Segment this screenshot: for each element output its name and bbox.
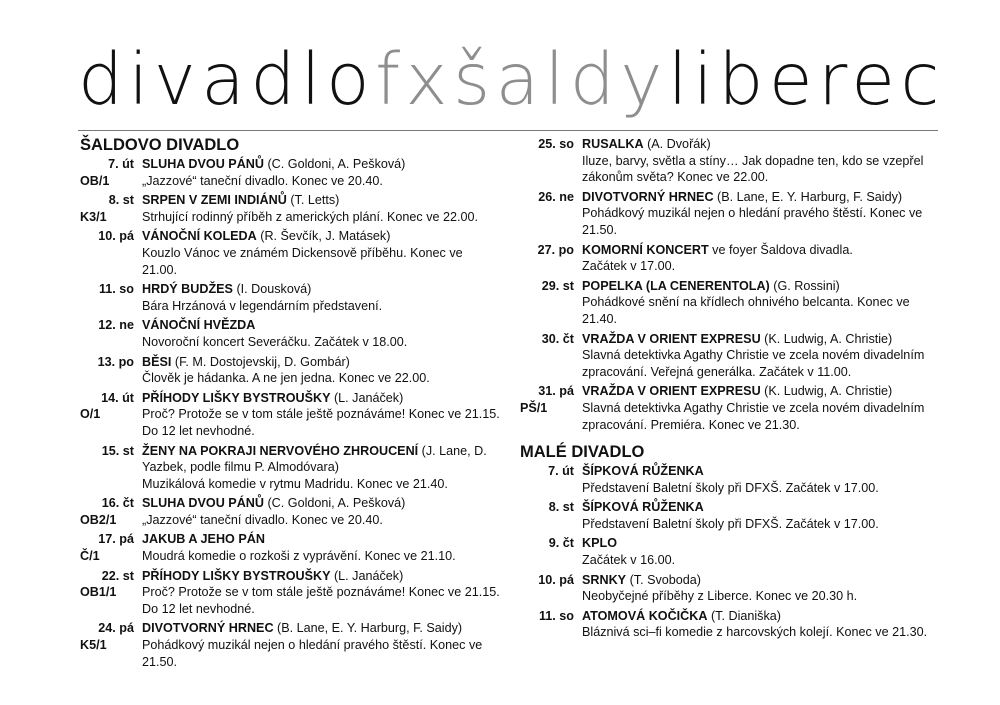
entry-date: 7. út	[548, 464, 574, 479]
entry-date-block	[520, 463, 582, 496]
performance-authors: (T. Dianiška)	[710, 608, 781, 623]
performance-description: Představení Baletní školy při DFXŠ. Začátek v 17.00.	[582, 480, 879, 495]
header-rule	[78, 130, 938, 131]
entry-body	[142, 495, 500, 528]
entry-body	[582, 331, 940, 381]
entry-body	[142, 156, 500, 189]
program-entry	[520, 383, 940, 433]
performance-authors: (B. Lane, E. Y. Harburg, F. Saidy)	[277, 621, 463, 636]
performance-title: RUSALKA	[582, 137, 644, 151]
right-column	[520, 136, 940, 644]
entry-date: 30. čt	[541, 331, 574, 346]
entry-body	[582, 608, 940, 641]
performance-authors: (I. Dousková)	[236, 282, 312, 297]
program-entry	[520, 331, 940, 381]
program-entry	[520, 608, 940, 641]
entry-body	[142, 354, 500, 387]
program-entry	[80, 354, 500, 387]
section-title-saldovo: ŠALDOVO DIVADLO	[80, 136, 240, 154]
performance-title: KOMORNÍ KONCERT	[582, 242, 709, 257]
subscription-code: Č/1	[80, 549, 100, 564]
entry-body	[582, 499, 940, 532]
entry-date-block	[80, 568, 142, 618]
performance-description: Slavná detektivka Agathy Christie ve zcela novém divadelním zpracování. Veřejná generálka. Začátek v 11.00.	[582, 348, 925, 379]
program-entry	[80, 281, 500, 314]
performance-authors: (J. Lane, D. Yazbek, podle filmu P. Almodóvara)	[142, 443, 487, 475]
performance-description: Představení Baletní školy při DFXŠ. Začátek v 17.00.	[582, 516, 879, 531]
program-entry	[80, 443, 500, 493]
entry-date: 26. ne	[538, 189, 574, 204]
program-entry	[80, 228, 500, 278]
entry-date-block	[80, 281, 142, 314]
entry-date: 8. st	[548, 500, 574, 515]
performance-authors: (L. Janáček)	[333, 568, 404, 583]
performance-title: VÁNOČNÍ HVĚZDA	[142, 318, 256, 333]
performance-title: POPELKA (LA CENERENTOLA)	[582, 278, 770, 293]
entry-body	[582, 463, 940, 496]
performance-title: SLUHA DVOU PÁNŮ	[142, 496, 264, 511]
entry-date-block	[80, 192, 142, 225]
performance-title: ŽENY NA POKRAJI NERVOVÉHO ZHROUCENÍ	[142, 443, 419, 458]
entry-date-block	[80, 156, 142, 189]
entry-date-block	[80, 620, 142, 670]
performance-title: SRPEN V ZEMI INDIÁNŮ	[142, 193, 287, 208]
performance-title: DIVOTVORNÝ HRNEC	[142, 621, 274, 636]
entry-date-block	[520, 499, 582, 532]
performance-authors: (F. M. Dostojevskij, D. Gombár)	[174, 354, 350, 369]
program-entry	[520, 242, 940, 275]
entry-body	[142, 390, 500, 440]
entry-body	[582, 535, 940, 568]
performance-description: Slavná detektivka Agathy Christie ve zcela novém divadelním zpracování. Premiéra. Konec ve 21.30.	[582, 400, 925, 432]
performance-description: Člověk je hádanka. A ne jen jedna. Konec ve 22.00.	[142, 371, 430, 386]
subscription-code: PŠ/1	[520, 400, 548, 415]
entry-body	[142, 443, 500, 493]
entry-date-block	[80, 228, 142, 278]
performance-title: VRAŽDA V ORIENT EXPRESU	[582, 331, 761, 346]
entry-date-block	[80, 317, 142, 350]
entry-date-block	[520, 189, 582, 239]
performance-description: „Jazzové“ taneční divadlo. Konec ve 20.40.	[142, 512, 383, 527]
performance-description: Pohádkový muzikál nejen o hledání pravého štěstí. Konec ve 21.50.	[142, 638, 483, 669]
male-list	[520, 463, 940, 641]
entry-date: 8. st	[108, 193, 134, 208]
entry-date: 16. čt	[101, 496, 134, 511]
entry-date: 10. pá	[98, 229, 134, 244]
entry-date-block	[520, 572, 582, 605]
logo-part-divadlo: divadlo	[78, 38, 376, 121]
program-entry	[80, 495, 500, 528]
entry-date-block	[80, 390, 142, 440]
performance-description: Začátek v 16.00.	[582, 553, 676, 568]
performance-authors: (C. Goldoni, A. Pešková)	[267, 157, 406, 171]
entry-date-block	[80, 495, 142, 528]
performance-description: Muzikálová komedie v rytmu Madridu. Konec ve 21.40.	[142, 476, 448, 491]
performance-authors: (G. Rossini)	[773, 278, 840, 293]
program-entry	[520, 572, 940, 605]
entry-date: 17. pá	[98, 532, 134, 547]
performance-title: SRNKY	[582, 572, 627, 587]
entry-date-block	[80, 354, 142, 387]
performance-authors: (K. Ludwig, A. Christie)	[764, 384, 893, 399]
performance-authors: (T. Svoboda)	[629, 572, 701, 587]
entry-body	[582, 242, 940, 275]
performance-title: SLUHA DVOU PÁNŮ	[142, 157, 264, 171]
performance-authors: (L. Janáček)	[333, 390, 404, 405]
entry-body	[142, 620, 500, 670]
performance-description: Pohádkový muzikál nejen o hledání pravého štěstí. Konec ve 21.50.	[582, 206, 923, 237]
program-entry	[520, 499, 940, 532]
performance-authors: (K. Ludwig, A. Christie)	[764, 331, 893, 346]
entry-body	[142, 228, 500, 278]
entry-date: 29. st	[541, 278, 574, 293]
performance-description: „Jazzové“ taneční divadlo. Konec ve 20.40.	[142, 173, 383, 188]
performance-title: ATOMOVÁ KOČIČKA	[582, 608, 708, 623]
entry-body	[142, 317, 500, 350]
entry-date: 31. pá	[538, 384, 574, 399]
performance-description: Proč? Protože se v tom stále ještě poznáváme! Konec ve 21.15. Do 12 let nevhodné.	[142, 407, 500, 438]
program-entry	[520, 189, 940, 239]
program-entry	[520, 278, 940, 328]
entry-date: 27. po	[537, 242, 574, 257]
left-column	[80, 136, 500, 673]
entry-date: 24. pá	[98, 621, 134, 636]
performance-authors: ve foyer Šaldova divadla.	[712, 242, 853, 257]
entry-date-block	[520, 331, 582, 381]
performance-description: Moudrá komedie o rozkoši z vyprávění. Konec ve 21.10.	[142, 549, 456, 564]
entry-body	[582, 136, 940, 186]
entry-date-block	[520, 242, 582, 275]
performance-description: Strhující rodinný příběh z amerických plání. Konec ve 22.00.	[142, 209, 479, 224]
entry-date: 11. so	[538, 608, 574, 623]
entry-body	[582, 189, 940, 239]
entry-date: 9. čt	[548, 536, 574, 551]
entry-body	[582, 278, 940, 328]
program-entry	[80, 317, 500, 350]
performance-title: HRDÝ BUDŽES	[142, 282, 233, 297]
entry-date-block	[520, 535, 582, 568]
entry-date: 11. so	[98, 282, 134, 297]
entry-body	[142, 531, 500, 564]
entry-date-block	[520, 278, 582, 328]
program-entry	[80, 531, 500, 564]
entry-body	[142, 568, 500, 618]
subscription-code: OB2/1	[80, 512, 117, 527]
program-entry	[80, 568, 500, 618]
theatre-logo	[78, 38, 945, 121]
entry-date: 12. ne	[98, 318, 134, 333]
subscription-code: O/1	[80, 407, 101, 422]
saldovo-list-a	[80, 156, 500, 670]
section-title-male: MALÉ DIVADLO	[520, 443, 645, 462]
performance-title: DIVOTVORNÝ HRNEC	[582, 189, 714, 204]
entry-date: 25. so	[538, 137, 574, 151]
performance-title: PŘÍHODY LIŠKY BYSTROUŠKY	[142, 390, 331, 405]
performance-description: Bláznivá sci–fi komedie z harcovských kolejí. Konec ve 21.30.	[582, 625, 928, 640]
performance-title: VRAŽDA V ORIENT EXPRESU	[582, 384, 761, 399]
performance-authors: (T. Letts)	[290, 193, 340, 208]
entry-date: 15. st	[101, 443, 134, 458]
performance-title: ŠÍPKOVÁ RŮŽENKA	[582, 500, 704, 515]
performance-authors: (A. Dvořák)	[647, 137, 711, 151]
entry-body	[582, 383, 940, 433]
performance-description: Začátek v 17.00.	[582, 259, 676, 274]
program-entry	[80, 156, 500, 189]
entry-body	[582, 572, 940, 605]
performance-title: JAKUB A JEHO PÁN	[142, 532, 265, 547]
performance-authors: (R. Ševčík, J. Matásek)	[260, 229, 391, 244]
performance-title: PŘÍHODY LIŠKY BYSTROUŠKY	[142, 568, 331, 583]
performance-description: Iluze, barvy, světla a stíny… Jak dopadne ten, kdo se vzepřel zákonům světa? Konec ve 22.00.	[582, 153, 924, 185]
subscription-code: OB1/1	[80, 585, 117, 600]
performance-title: VÁNOČNÍ KOLEDA	[142, 229, 257, 244]
entry-date: 13. po	[97, 354, 134, 369]
performance-title: BĚSI	[142, 354, 172, 369]
performance-title: ŠÍPKOVÁ RŮŽENKA	[582, 464, 704, 479]
performance-authors: (B. Lane, E. Y. Harburg, F. Saidy)	[717, 189, 903, 204]
logo-part-liberec: liberec	[667, 38, 945, 121]
entry-date: 7. út	[108, 157, 134, 171]
entry-date-block	[520, 136, 582, 186]
performance-description: Kouzlo Vánoc ve známém Dickensově příběhu. Konec ve 21.00.	[142, 245, 463, 277]
performance-description: Pohádkové snění na křídlech ohnivého belcanta. Konec ve 21.40.	[582, 295, 910, 326]
performance-description: Bára Hrzánová v legendárním představení.	[142, 298, 383, 313]
performance-description: Novoroční koncert Severáčku. Začátek v 18.00.	[142, 334, 408, 349]
entry-date: 22. st	[101, 568, 134, 583]
program-entry	[80, 192, 500, 225]
program-entry	[80, 620, 500, 670]
entry-date-block	[520, 608, 582, 641]
entry-date: 14. út	[101, 390, 134, 405]
subscription-code: K3/1	[80, 209, 107, 224]
entry-body	[142, 192, 500, 225]
performance-authors: (C. Goldoni, A. Pešková)	[267, 496, 406, 511]
program-entry	[520, 463, 940, 496]
performance-title: KPLO	[582, 536, 617, 551]
program-entry	[520, 136, 940, 186]
logo-part-fxsaldy: fxšaldy	[375, 38, 668, 121]
program-entry	[80, 390, 500, 440]
entry-body	[142, 281, 500, 314]
entry-date-block	[80, 443, 142, 493]
entry-date-block	[520, 383, 582, 433]
subscription-code: K5/1	[80, 638, 107, 653]
subscription-code: OB/1	[80, 173, 110, 188]
entry-date: 10. pá	[538, 572, 574, 587]
program-entry	[520, 535, 940, 568]
entry-date-block	[80, 531, 142, 564]
performance-description: Proč? Protože se v tom stále ještě poznáváme! Konec ve 21.15. Do 12 let nevhodné.	[142, 585, 500, 616]
saldovo-list-b	[520, 136, 940, 433]
performance-description: Neobyčejné příběhy z Liberce. Konec ve 20.30 h.	[582, 589, 858, 604]
